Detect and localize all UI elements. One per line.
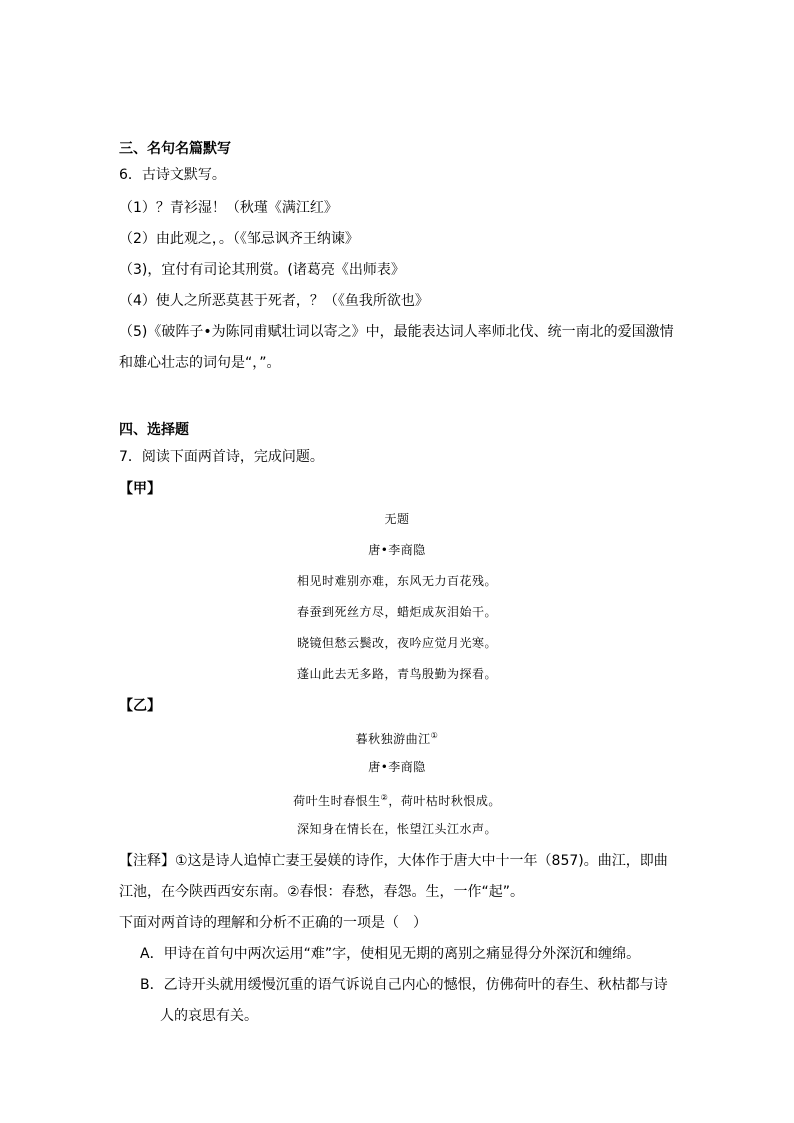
dictation-item-2: （2）由此观之，。（《邹忌讽齐王纳谏》 (119, 231, 359, 247)
option-b-cont: 人的哀思有关。 (160, 1008, 258, 1024)
poem1-line-3: 晓镜但愁云鬓改，夜吟应觉月光寒。 (296, 636, 497, 650)
poem2-title-line (0, 728, 794, 747)
section-heading-4: 四、选择题 (119, 422, 189, 438)
poem2-line-1-note: ② (380, 793, 389, 802)
poem2-title-note: ① (430, 731, 439, 740)
poem1-line-4: 蓬山此去无多路，青鸟殷勤为探看。 (296, 667, 497, 681)
dictation-item-1: （1）？青衫湿！（秋瑾《满江红》 (119, 200, 338, 216)
dictation-item-5-cont: 和雄心壮志的词句是“，”。 (119, 355, 281, 371)
poem-label-yi: 【乙】 (119, 698, 161, 714)
question-6: 6．古诗文默写。 (119, 167, 226, 183)
dictation-item-4: （4）使人之所恶莫甚于死者，？（《鱼我所欲也》 (119, 293, 429, 309)
option-a: A．甲诗在首句中两次运用“难”字，使相见无期的离别之痛显得分外深沉和缠绵。 (140, 946, 641, 962)
poem2-line-2: 深知身在情长在，怅望江头江水声。 (296, 822, 497, 836)
dictation-item-3: （3)，宜付有司论其刑赏。(诸葛亮《出师表》 (119, 262, 405, 278)
section-heading-3: 三、名句名篇默写 (119, 141, 231, 157)
poem1-line-1: 相见时难别亦难，东风无力百花残。 (296, 574, 497, 588)
poem1-author: 唐•李商隐 (368, 543, 426, 557)
poem2-author: 唐•李商隐 (368, 760, 426, 774)
question-stem: 下面对两首诗的理解和分析不正确的一项是（ ） (119, 915, 427, 931)
poem2-line-1-b: ，荷叶枯时秋恨成。 (388, 794, 501, 808)
poem1-line-2: 春蚕到死丝方尽，蜡炬成灰泪始干。 (296, 605, 497, 619)
poem-label-jia: 【甲】 (119, 481, 161, 497)
option-b: B．乙诗开头就用缓慢沉重的语气诉说自己内心的憾恨，仿佛荷叶的春生、秋枯都与诗 (140, 977, 668, 993)
annotation-line-2: 江池，在今陕西西安东南。②春恨：春愁，春怨。生，一作“起”。 (119, 884, 525, 900)
poem1-title: 无题 (384, 512, 410, 526)
annotation-line-1: 【注释】①这是诗人追悼亡妻王晏媄的诗作，大体作于唐大中十一年（857)。曲江，即曲 (119, 853, 668, 869)
dictation-item-5: （5)《破阵子•为陈同甫赋壮词以寄之》中，最能表达词人率师北伐、统一南北的爱国激情 (119, 324, 674, 340)
poem2-line-1-a: 荷叶生时春恨生 (293, 794, 381, 808)
poem2-line-1 (0, 790, 794, 809)
poem2-title: 暮秋独游曲江 (355, 732, 431, 746)
question-7: 7．阅读下面两首诗，完成问题。 (119, 449, 324, 465)
